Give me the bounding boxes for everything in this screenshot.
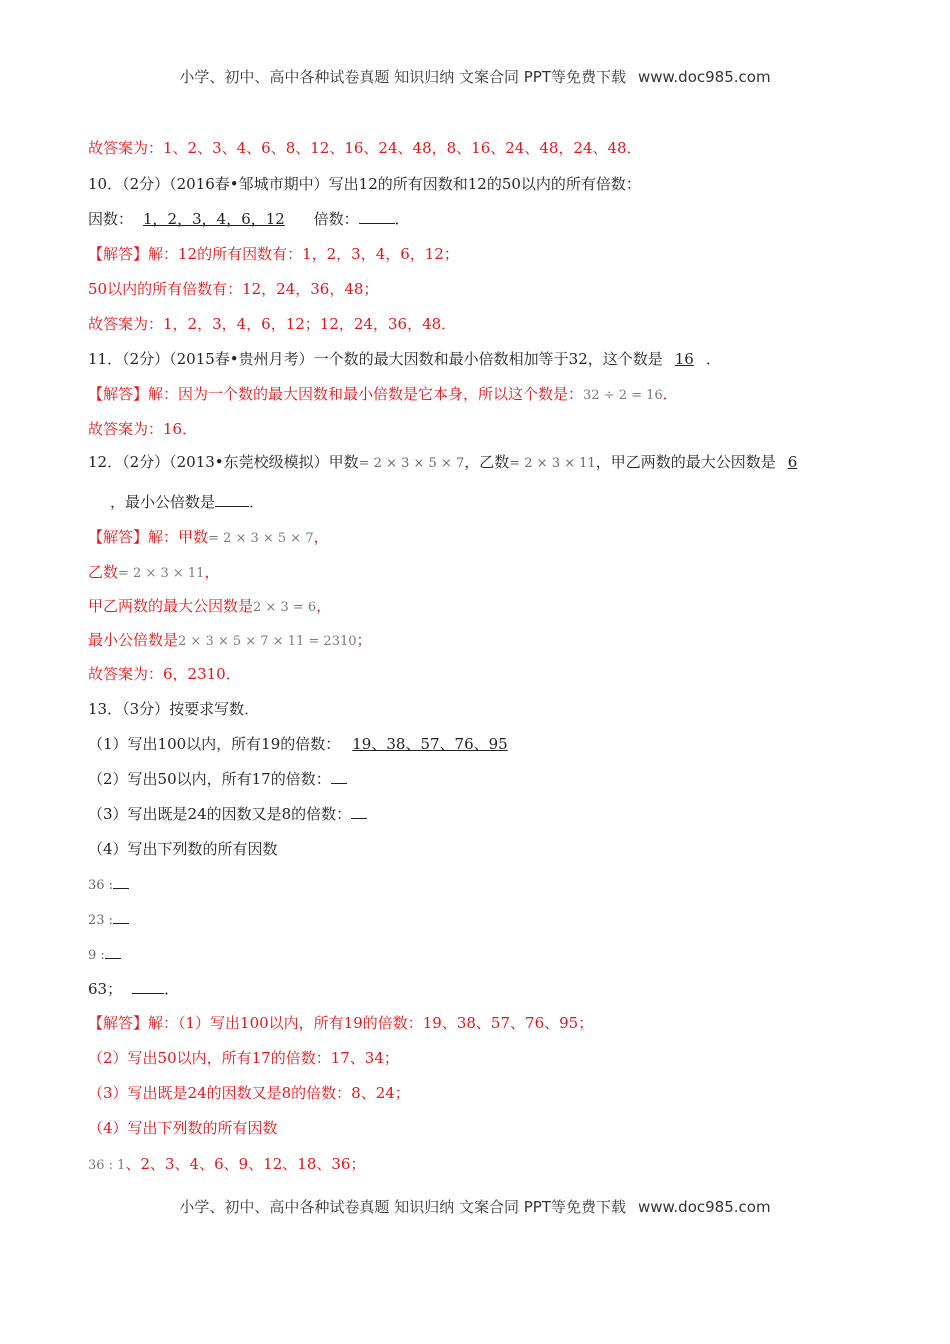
- q10-multiple-blank[interactable]: [359, 209, 395, 224]
- q12-solution-1: [88, 527, 329, 549]
- q11-answer: 16: [674, 350, 694, 368]
- q10-factor-answer: 1，2，3，4，6，12: [143, 210, 285, 228]
- q13-p3-text: （3）写出既是24的因数又是8的倍数：: [88, 805, 352, 823]
- q13-63-blank[interactable]: [132, 979, 164, 994]
- q13-p1-answer: 19、38、57、76、95: [352, 735, 508, 753]
- q12-solution-2: [88, 562, 219, 584]
- q13-part-4: （4）写出下列数的所有因数: [88, 840, 278, 858]
- q12-line2-end: ．: [249, 493, 265, 511]
- q13-23-line: [88, 909, 129, 931]
- q13-solution-2: （2）写出50以内，所有17的倍数：17、34；: [88, 1049, 399, 1067]
- q12-sol4-text: 最小公倍数是: [88, 631, 179, 649]
- q12-sol1-math: = 2 × 3 × 5 × 7: [208, 531, 314, 546]
- q10-end: ．: [394, 210, 410, 228]
- q12-sol2-end: ，: [204, 563, 220, 581]
- q13-solution-5: [88, 1154, 365, 1176]
- q13-9-line: [88, 944, 121, 966]
- q10-answer-line: [88, 209, 410, 229]
- header-url[interactable]: www.doc985.com: [637, 68, 771, 86]
- q11-solution-2: 故答案为：16．: [88, 420, 198, 438]
- q10-solution-1: 【解答】解：12的所有因数有：1，2，3，4，6，12；: [88, 245, 459, 263]
- q12-answer: 6: [787, 453, 798, 471]
- q13-p2-text: （2）写出50以内，所有17的倍数：: [88, 770, 331, 788]
- q12-stem-line: [88, 452, 797, 474]
- q13-stem: 13．（3分）按要求写数．: [88, 700, 260, 718]
- q13-p3-blank[interactable]: [351, 804, 367, 819]
- q13-p1-text: （1）写出100以内，所有19的倍数：: [88, 735, 341, 753]
- q12-sol3-math: 2 × 3 = 6: [253, 600, 317, 615]
- q13-solution-3: （3）写出既是24的因数又是8的倍数：8、24；: [88, 1084, 410, 1102]
- q10-solution-3: 故答案为：1，2，3，4，6，12；12，24，36，48．: [88, 315, 457, 333]
- q12-lcm-blank[interactable]: [215, 492, 249, 507]
- q13-36-label: 36 :: [88, 878, 114, 893]
- q13-p2-blank[interactable]: [331, 769, 347, 784]
- q13-36-blank[interactable]: [113, 874, 129, 889]
- q10-multiple-label: 倍数：: [313, 210, 359, 228]
- q13-part-2: [88, 769, 347, 789]
- q12-sol4-math: 2 × 3 × 5 × 7 × 11 = 2310: [178, 634, 357, 649]
- q12-solution-5: 故答案为：6，2310．: [88, 665, 241, 683]
- q11-solution-1: [88, 384, 678, 406]
- q11-stem-line: [88, 349, 721, 369]
- q12-stem-b: ，乙数: [464, 453, 510, 471]
- q10-factor-label: 因数：: [88, 210, 134, 228]
- q13-63-end: ．: [164, 980, 180, 998]
- q13-36-line: [88, 874, 129, 896]
- q13-63-label: 63；: [88, 980, 123, 998]
- q13-23-label: 23 :: [88, 913, 114, 928]
- q11-stem: 11．（2分）（2015春•贵州月考）一个数的最大因数和最小倍数相加等于32，这个数是: [88, 350, 663, 368]
- q12-lcm-label: ，最小公倍数是: [110, 493, 216, 511]
- q12-sol3-end: ，: [316, 597, 332, 615]
- q12-sol1-text: 【解答】解：甲数: [88, 528, 209, 546]
- q13-23-blank[interactable]: [113, 909, 129, 924]
- q11-solution-text: 【解答】解：因为一个数的最大因数和最小倍数是它本身，所以这个数是：: [88, 385, 584, 403]
- q13-part-1: [88, 734, 508, 754]
- q12-sol2-math: = 2 × 3 × 11: [118, 566, 205, 581]
- answer-line: 故答案为：1、2、3、4、6、8、12、16、24、48，8、16、24、48，24、48．: [88, 139, 642, 157]
- q12-solution-4: [88, 630, 372, 652]
- q11-solution-end: ．: [662, 385, 678, 403]
- q13-solution-1: 【解答】解：（1）写出100以内，所有19的倍数：19、38、57、76、95；: [88, 1014, 594, 1032]
- q10-stem: 10．（2分）（2016春•邹城市期中）写出12的所有因数和12的50以内的所有倍数：: [88, 175, 641, 193]
- page-header: [0, 66, 950, 87]
- q12-math-a: = 2 × 3 × 5 × 7: [358, 456, 465, 471]
- q12-sol3-text: 甲乙两数的最大公因数是: [88, 597, 254, 615]
- header-title: 小学、初中、高中各种试卷真题 知识归纳 文案合同 PPT等免费下载: [179, 68, 626, 86]
- q12-sol1-end: ，: [313, 528, 329, 546]
- q13-sol5-math: 36 : 1: [88, 1158, 126, 1173]
- q13-sol5-text: 、2、3、4、6、9、12、18、36；: [125, 1155, 366, 1173]
- q11-solution-math: 32 ÷ 2 = 16: [583, 388, 663, 403]
- q10-solution-2: 50以内的所有倍数有：12，24，36，48；: [88, 280, 379, 298]
- q13-part-3: [88, 804, 367, 824]
- q12-line-2: [110, 492, 264, 512]
- page-footer: [0, 1196, 950, 1217]
- footer-title: 小学、初中、高中各种试卷真题 知识归纳 文案合同 PPT等免费下载: [179, 1198, 626, 1216]
- q12-math-b: = 2 × 3 × 11: [509, 456, 596, 471]
- q12-stem-c: ，甲乙两数的最大公因数是: [595, 453, 776, 471]
- q13-solution-4: （4）写出下列数的所有因数: [88, 1119, 278, 1137]
- q13-9-label: 9 :: [88, 948, 105, 963]
- footer-url[interactable]: www.doc985.com: [637, 1198, 771, 1216]
- q11-end: ．: [705, 350, 721, 368]
- q12-sol4-end: ；: [356, 631, 372, 649]
- q13-9-blank[interactable]: [105, 944, 121, 959]
- q12-stem-a: 12．（2分）（2013•东莞校级模拟）甲数: [88, 453, 359, 471]
- q12-sol2-text: 乙数: [88, 563, 119, 581]
- q13-63-line: [88, 979, 179, 999]
- q12-solution-3: [88, 596, 331, 618]
